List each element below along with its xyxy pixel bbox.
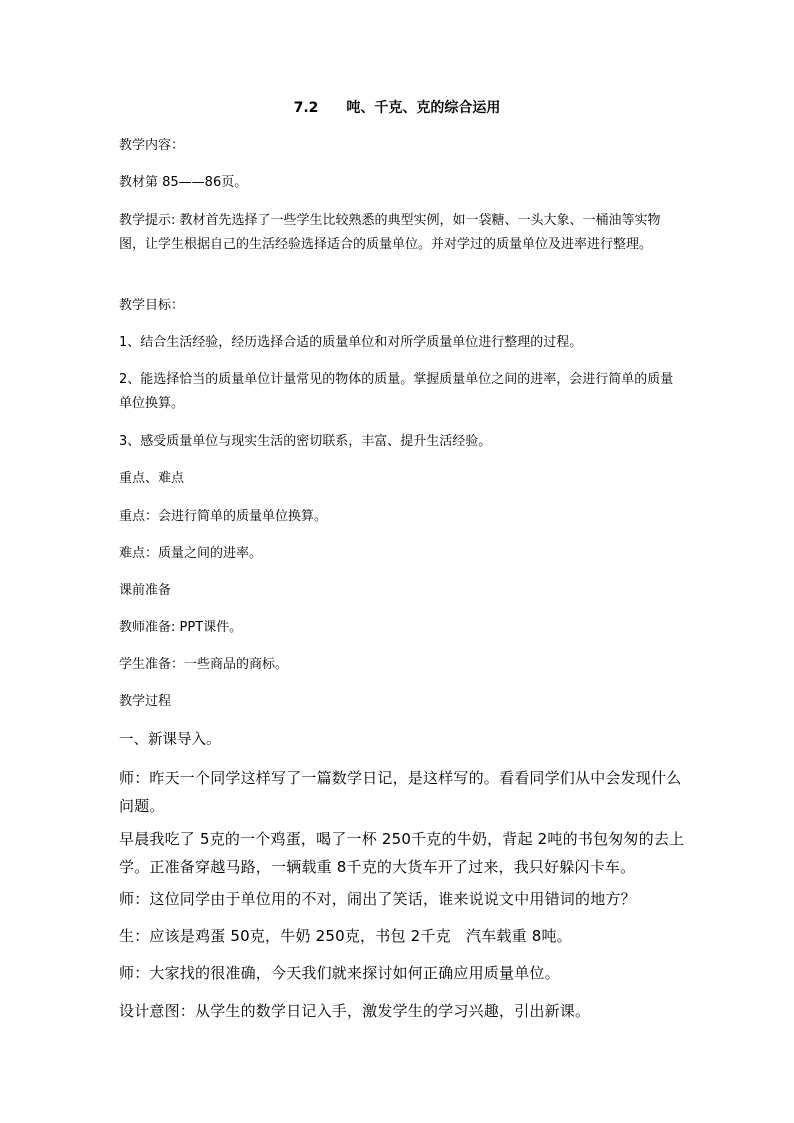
paragraph-student-preparation: 学生准备：一些商品的商标。 [119,657,289,672]
paragraph-new-lesson-intro: 一、新课导入。 [119,732,221,748]
paragraph-teacher-summary: 师：大家找的很准确，今天我们就来探讨如何正确应用质量单位。 [119,964,560,982]
paragraph-teaching-tips: 教学提示: 教材首先选择了一些学生比较熟悉的典型实例，如一袋糖、一头大象、一桶油等实物图，让学生根据自己的生活经验选择适合的质量单位。并对学过的质量单位及进率进行整理。 [119,213,661,252]
paragraph-design-intent: 设计意图：从学生的数学日记入手，激发学生的学习兴趣，引出新课。 [119,1002,591,1020]
paragraph-goal-3: 3、感受质量单位与现实生活的密切联系，丰富、提升生活经验。 [119,434,492,449]
paragraph-goal-2: 2、能选择恰当的质量单位计量常见的物体的质量。掌握质量单位之间的进率，会进行简单的质量单位换算。 [119,372,674,411]
paragraph-key-point: 重点：会进行简单的质量单位换算。 [119,509,328,524]
paragraph-goal-1: 1、结合生活经验，经历选择合适的质量单位和对所学质量单位进行整理的过程。 [119,335,583,350]
paragraph-teacher-question: 师：这位同学由于单位用的不对，闹出了笑话，谁来说说文中用错词的地方？ [119,890,636,908]
paragraph-key-points-heading: 重点、难点 [119,471,185,486]
document-title: 7.2 吨、千克、克的综合运用 [293,100,501,116]
paragraph-student-answer: 生：应该是鸡蛋 50克，牛奶 250克，书包 2千克 汽车载重 8吨。 [119,927,572,945]
paragraph-teacher-diary-intro: 师：昨天一个同学这样写了一篇数学日记，是这样写的。看看同学们从中会发现什么问题。 [119,769,682,815]
paragraph-teacher-preparation: 教师准备: PPT课件。 [119,620,243,635]
paragraph-difficult-point: 难点：质量之间的进率。 [119,546,263,561]
paragraph-teaching-goals-heading: 教学目标： [119,298,185,313]
paragraph-student-diary: 早晨我吃了 5克的一个鸡蛋，喝了一杯 250千克的牛奶，背起 2吨的书包匆匆的去上学。正准备穿越马路，一辆载重 8千克的大货车开了过来，我只好躲闪卡车。 [119,830,685,876]
paragraph-preparation-heading: 课前准备 [119,583,172,598]
paragraph-teaching-content-heading: 教学内容： [119,138,185,153]
paragraph-textbook-pages: 教材第 85——86页。 [119,175,248,190]
paragraph-teaching-process-heading: 教学过程 [119,694,172,709]
